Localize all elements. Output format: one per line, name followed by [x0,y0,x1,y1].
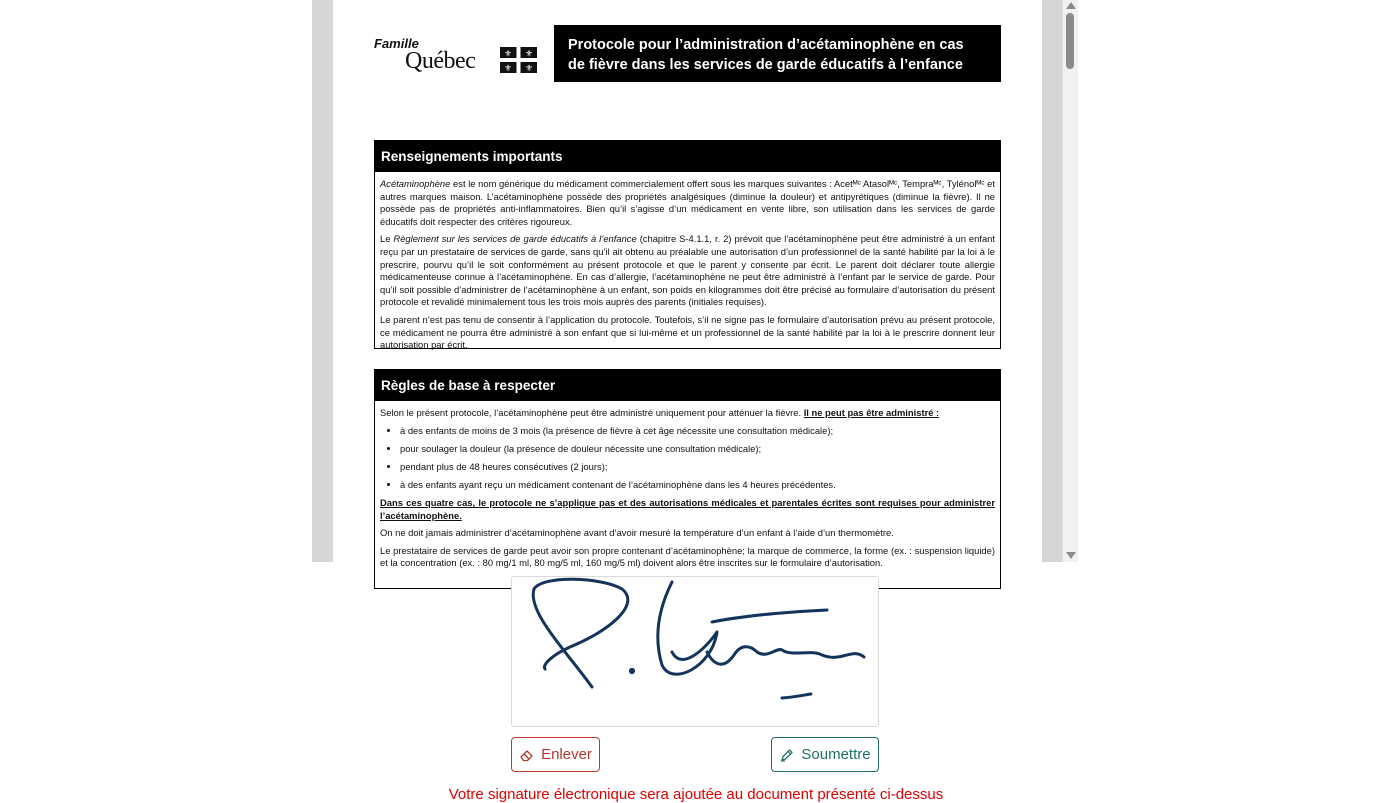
submit-button-label: Soumettre [801,746,871,763]
list-item: • à des enfants ayant reçu un médicament contenant de l’acétaminophène dans les 4 heures précédentes. [400,479,995,492]
paragraph-text: Le [380,233,394,245]
paragraph-text: est le nom générique du médicament commercialement offert sous les marques suivantes : Acetᴹᶜ Atasolᴹᶜ, Tempraᴹᶜ, Tylénolᴹᶜ et autres marques maison. L’acétaminophène possède des propriétés analgésiques (diminue la douleur) et antipyrétiques (diminue la fièvre). Il ne possède pas de propriétés anti-inflammatoires. Bien qu’il s’agisse d’un médicament en vente libre, son utilisation dans les services de garde éducatifs doit respecter des critères rigoureux. [380,178,995,227]
pdf-viewer[interactable] [312,0,1078,569]
eraser-icon [519,747,535,763]
signature-ink [533,579,864,698]
vertical-scrollbar[interactable] [1062,0,1078,562]
rules-list [380,425,995,492]
submit-signature-button[interactable] [771,737,879,772]
paragraph-text: Selon le présent protocole, l’acétaminophène peut être administré uniquement pour atténuer la fièvre. [380,407,804,418]
svg-text:⚜: ⚜ [503,49,513,60]
section-body [375,401,1000,579]
svg-text:⚜: ⚜ [503,64,513,74]
paragraph: Le parent n’est pas tenu de consentir à l’application du protocole. Toutefois, s’il ne signe pas le formulaire d’autorisation prévu au présent protocole, ce médicament ne pourra être administré à son enfant que si lui-même et un professionnel de la santé habilité par la loi à le prescrire donnent leur autorisation par écrit. [380,313,995,351]
signature-drawing [512,577,878,726]
paragraph: Le prestataire de services de garde peut avoir son propre contenant d’acétaminophène; la marque de commerce, la forme (ex. : suspension liquide) et la concentration (ex. : 80 mg/1 ml, 80 mg/5 ml, 160 mg/5 ml) doivent alors être inscrites sur le formulaire d’autorisation. [380,544,995,569]
list-item: • à des enfants de moins de 3 mois (la présence de fièvre à cet âge nécessite une consultation médicale); [400,425,995,438]
list-item: • pendant plus de 48 heures consécutives (2 jours); [400,461,995,474]
paragraph: On ne doit jamais administrer d’acétaminophène avant d’avoir mesuré la température d’un enfant à l’aide d’un thermomètre. [380,527,894,539]
pen-icon [779,747,795,763]
section-heading: Règles de base à respecter [375,370,1000,401]
remove-signature-button[interactable] [511,737,600,772]
famille-quebec-logo [374,36,544,80]
remove-button-label: Enlever [541,746,592,763]
svg-text:⚜: ⚜ [524,49,534,60]
document-title-line-2: de fièvre dans les services de garde éducatifs à l’enfance [568,57,963,73]
paragraph-italic: Règlement sur les services de garde éducatifs à l’enfance [393,233,637,245]
section-body [375,172,1000,361]
scroll-up-arrow-icon[interactable] [1066,2,1076,9]
logo-quebec-text: Québec [405,48,476,74]
section-important-info [374,140,1001,349]
paragraph [380,407,995,420]
signature-pad[interactable] [511,576,879,727]
paragraph-italic: Acétaminophène [380,178,451,189]
signature-notice: Votre signature électronique sera ajoutée au document présenté ci-dessus [448,786,944,803]
svg-text:⚜: ⚜ [524,64,534,74]
document-title [554,25,1001,82]
fleur-de-lys-flag-icon [500,47,537,73]
paragraph-text: (chapitre S-4.1.1, r. 2) prévoit que l’acétaminophène peut être administré à un enfant reçu par un prestataire de services de garde, sans qu’il ait obtenu au préalable une autorisation d’un professionnel de la santé habilité par la loi à le prescrire, pourvu qu’il le soit conformément au présent protocole et que le parent y consente par écrit. Le parent doit déclarer toute allergie médicamenteuse connue à l’acétaminophène. En cas d’allergie, l’acétaminophène ne peut être administré à l’enfant par le service de garde. Pour qu’il soit possible d’administrer de l’acétaminophène à un enfant, son poids en kilogrammes doit être précisé au formulaire d’autorisation du présent protocole et revalidé minimalement tous les trois mois auprès des parents (initiales requises). [380,233,995,308]
logo-famille-text: Famille [374,36,419,51]
paragraph-bold: Il ne peut pas être administré : [803,407,940,418]
section-heading: Renseignements importants [375,141,1000,172]
bold-note: Dans ces quatre cas, le protocole ne s’applique pas et des autorisations médicales et parentales écrites sont requises pour administrer l’acétaminophène. [380,496,995,521]
paragraph [380,233,995,309]
pdf-page [333,0,1042,569]
scroll-down-arrow-icon[interactable] [1066,552,1076,559]
paragraph [380,178,995,228]
section-base-rules [374,369,1001,589]
list-item: • pour soulager la douleur (la présence de douleur nécessite une consultation médicale); [400,443,995,456]
document-title-line-1: Protocole pour l’administration d’acétaminophène en cas [568,37,964,53]
scroll-thumb[interactable] [1066,13,1074,69]
